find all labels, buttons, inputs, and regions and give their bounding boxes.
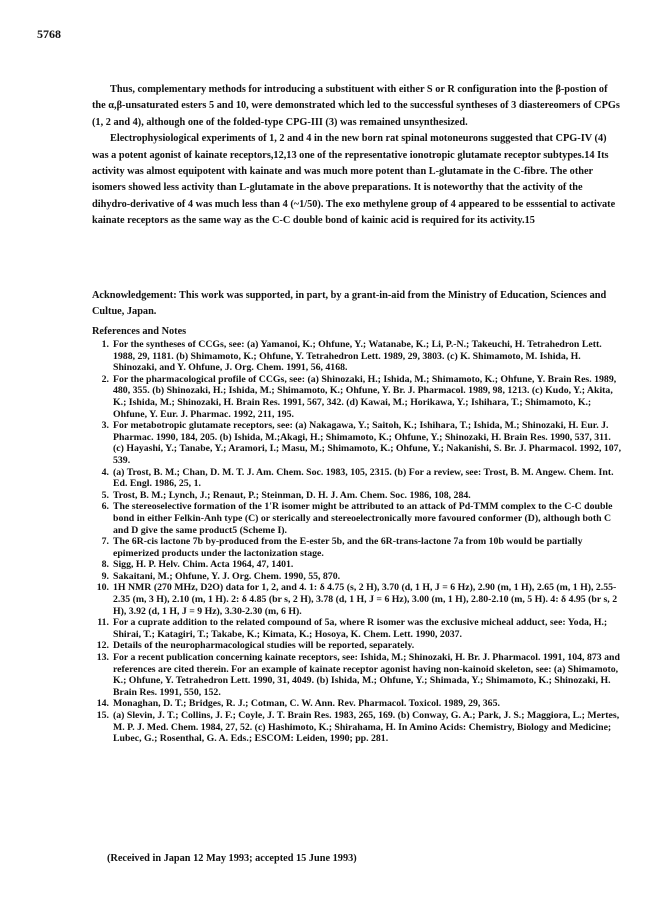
reference-number: 13. — [96, 652, 109, 664]
reference-number: 9. — [101, 570, 109, 582]
reference-text: For a cuprate addition to the related compound of 5a, where R isomer was the exclusive micheal adduct, see: Yoda, H.; Shirai, T.; Katagiri, T.; Takabe, K.; Kimata, K.; Hosoya, K. Chem. Lett. 1990, 2037. — [113, 617, 608, 640]
paragraph-conclusion: Thus, complementary methods for introducing a substituent with either S or R configuration into the β-postion of the α,β-unsaturated esters 5 and 10, were demonstrated which led to the successful syntheses of 3 diastereomers of CPGs (1, 2 and 4), although one of the folded-type CPG-III (3) was remained unsynthesized. — [92, 84, 620, 128]
reference-number: 4. — [101, 466, 109, 478]
reference-item — [92, 501, 622, 536]
references-heading: References and Notes — [92, 326, 187, 337]
references-list — [92, 339, 622, 745]
reference-number: 12. — [96, 640, 109, 652]
reference-number: 8. — [101, 559, 109, 571]
reference-number: 7. — [101, 536, 109, 548]
body-text — [92, 82, 620, 230]
reference-item — [92, 710, 622, 745]
reference-text: Trost, B. M.; Lynch, J.; Renaut, P.; Steinman, D. H. J. Am. Chem. Soc. 1986, 108, 284. — [113, 489, 471, 501]
reference-text: 1H NMR (270 MHz, D2O) data for 1, 2, and 4. 1: δ 4.75 (s, 2 H), 3.70 (d, 1 H, J = 6 Hz), 2.90 (m, 1 H), 2.65 (m, 1 H), 2.55-2.35 (m, 3 H), 2.10 (m, 1 H). 2: δ 4.85 (br s, 2 H), 3.78 (d, 1 H, J = 6 Hz), 3.00 (m, 1 H), 2.80-2.10 (m, 5 H). 4: δ 4.95 (br s, 2 H), 3.92 (d, 1 H, J = 9 Hz), 3.30-2.30 (m, 6 H). — [113, 582, 618, 617]
reference-text: Sakaitani, M.; Ohfune, Y. J. Org. Chem. 1990, 55, 870. — [113, 570, 341, 582]
reference-number: 5. — [101, 489, 109, 501]
reference-item — [92, 617, 622, 640]
reference-item — [92, 536, 622, 559]
reference-number: 15. — [96, 710, 109, 721]
received-line: (Received in Japan 12 May 1993; accepted 15 June 1993) — [107, 853, 357, 864]
reference-item — [92, 339, 622, 374]
reference-item — [92, 374, 622, 420]
reference-item — [92, 640, 622, 652]
reference-text: The 6R-cis lactone 7b by-produced from the E-ester 5b, and the 6R-trans-lactone 7a from 10b would be partially epimerized products under the lactonization stage. — [113, 536, 583, 559]
reference-text: (a) Slevin, J. T.; Collins, J. F.; Coyle, J. T. Brain Res. 1983, 265, 169. (b) Conway, G. A.; Park, J. S.; Maggiora, L.; Mertes, M. P. J. Med. Chem. 1984, 27, 52. (c) Hashimoto, K.; Shirahama, H. In Amino Acids: Chemistry, Biology and Medicine; Lubec, G.; Rosenthal, G. A. Eds.; ESCOM: Leiden, 1990; pp. 281. — [113, 710, 620, 745]
reference-text: Monaghan, D. T.; Bridges, R. J.; Cotman, C. W. Ann. Rev. Pharmacol. Toxicol. 1989, 29, 365. — [113, 698, 500, 710]
reference-text: Details of the neuropharmacological studies will be reported, separately. — [113, 640, 415, 652]
acknowledgement — [92, 288, 620, 320]
reference-item — [92, 571, 622, 583]
reference-item — [92, 652, 622, 698]
reference-item — [92, 559, 622, 571]
reference-item — [92, 582, 622, 617]
reference-text: For metabotropic glutamate receptors, see: (a) Nakagawa, Y.; Saitoh, K.; Ishihara, T.; Ishida, M.; Shinozaki, H. Eur. J. Pharmac. 1990, 184, 205. (b) Ishida, M.;Akagi, H.; Shimamoto, K.; Ohfune, Y.; Shinozaki, H. Brain Res. 1990, 537, 311. (c) Hayashi, Y.; Tanabe, Y.; Aramori, I.; Masu, M.; Shimamoto, K.; Ohfune, Y.; Nakanishi, S. Br. J. Pharmacol. 1992, 107, 539. — [113, 420, 622, 466]
reference-text: For the syntheses of CCGs, see: (a) Yamanoi, K.; Ohfune, Y.; Watanabe, K.; Li, P.-N.; Takeuchi, H. Tetrahedron Lett. 1988, 29, 1181. (b) Shimamoto, K.; Ohfune, Y. Tetrahedron Lett. 1989, 29, 3803. (c) K. Shimamoto, M. Ishida, H. Shinozaki, and Y. Ohfune, J. Org. Chem. 1991, 56, 4168. — [113, 339, 602, 374]
reference-number: 6. — [101, 501, 109, 513]
reference-number: 11. — [97, 617, 109, 629]
reference-item — [92, 467, 622, 490]
reference-number: 3. — [101, 420, 109, 432]
page-number: 5768 — [37, 27, 61, 41]
acknowledgement-text: This work was supported, in part, by a grant-in-aid from the Ministry of Education, Sciences and Cultue, Japan. — [92, 290, 607, 317]
reference-text: For a recent publication concerning kainate receptors, see: Ishida, M.; Shinozaki, H. Br. J. Pharmacol. 1991, 104, 873 and references are cited therein. For an example of kainate receptor agonist having non-kainoid skeleton, see: (a) Shimamoto, K.; Ohfune, Y. Tetrahedron Lett. 1990, 31, 4049. (b) Ishida, M.; Ohfune, Y.; Shimada, Y.; Shimamoto, K.; Shinozaki, H. Brain Res. 1991, 550, 152. — [113, 652, 620, 698]
reference-item — [92, 490, 622, 502]
paragraph-electrophysiology: Electrophysiological experiments of 1, 2 and 4 in the new born rat spinal motoneurons suggested that CPG-IV (4) was a potent agonist of kainate receptors,12,13 one of the representative ionotropic glutamate receptor subtypes.14 Its activity was almost equipotent with kainate and was much more potent than L-glutamate in the C-fibre. The other isomers showed less activity than L-glutamate in the above preparations. It is noteworthy that the activity of the dihydro-derivative of 4 was much less than 4 (~1/50). The exo methylene group of 4 appeared to be esssential to activate kainate receptors as the same way as the C-C double bond of kainic acid is required for its activity.15 — [92, 133, 616, 227]
reference-item — [92, 420, 622, 466]
reference-number: 1. — [101, 339, 109, 350]
reference-number: 10. — [96, 582, 109, 594]
reference-text: The stereoselective formation of the 1'R isomer might be attributed to an attack of Pd-TMM complex to the C-C double bond in either Felkin-Anh type (C) or sterically and stereoelectronically more favoured conformer (D), although both C and D give the same product5 (Scheme I). — [113, 501, 613, 536]
reference-number: 14. — [96, 698, 109, 710]
reference-item — [92, 698, 622, 710]
reference-text: (a) Trost, B. M.; Chan, D. M. T. J. Am. Chem. Soc. 1983, 105, 2315. (b) For a review, see: Trost, B. M. Angew. Chem. Int. Ed. Engl. 1986, 25, 1. — [113, 466, 614, 490]
reference-text: For the pharmacological profile of CCGs, see: (a) Shinozaki, H.; Ishida, M.; Shimamoto, K.; Ohfune, Y. Brain Res. 1989, 480, 355. (b) Shinozaki, H.; Ishida, M.; Shimamoto, K.; Ohfune, Y. Br. J. Pharmacol. 1989, 98, 1213. (c) Kudo, Y.; Akita, K.; Ishida, M.; Shinozaki, H. Brain Res. 1991, 567, 342. (d) Kawai, M.; Horikawa, Y.; Ishihara, T.; Shimamoto, K.; Ohfune, Y. Eur. J. Pharmac. 1992, 211, 195. — [113, 373, 617, 420]
reference-number: 2. — [101, 373, 109, 385]
reference-text: Sigg, H. P. Helv. Chim. Acta 1964, 47, 1401. — [113, 559, 294, 571]
acknowledgement-label: Acknowledgement: — [92, 290, 177, 301]
